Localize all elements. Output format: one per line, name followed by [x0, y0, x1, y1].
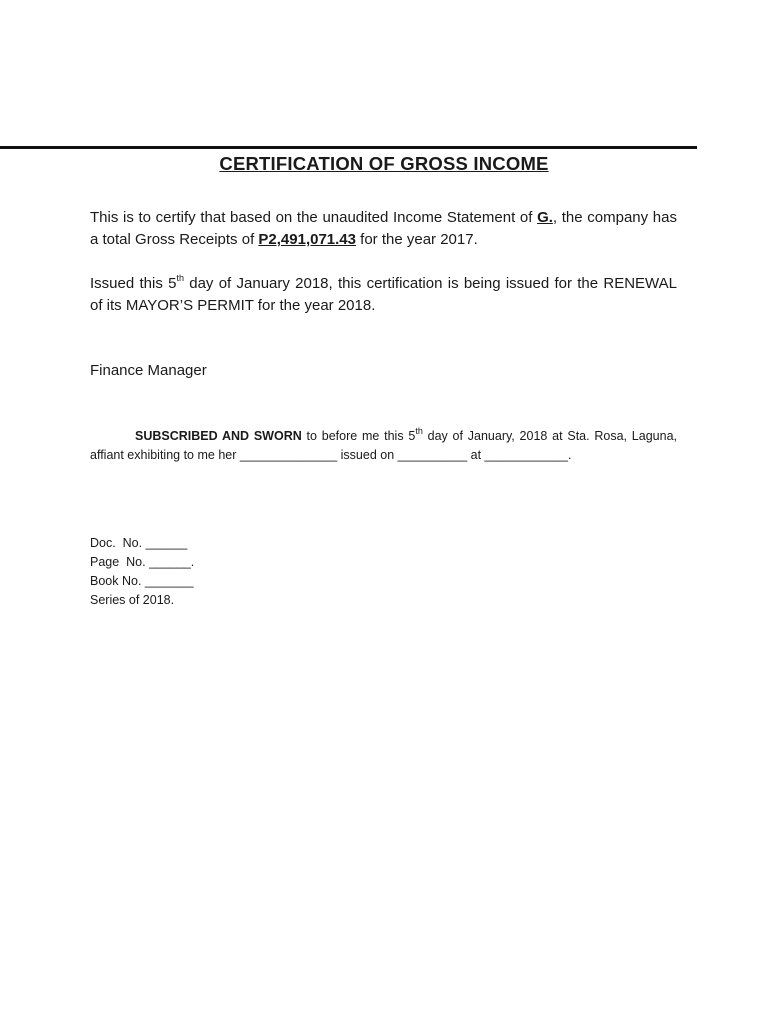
gross-receipts-amount: P2,491,071.43 [258, 231, 356, 248]
signatory-title: Finance Manager [90, 362, 207, 379]
ordinal-suffix: th [415, 425, 423, 436]
paragraph-text: , the company has a total Gross Receipts of [90, 209, 677, 248]
certification-paragraph [90, 207, 677, 251]
paragraph-text: Issued this 5 [90, 275, 177, 292]
issuance-paragraph [90, 273, 677, 317]
page-number: Page No. ______. [90, 555, 195, 569]
company-name: G. [537, 209, 553, 226]
book-number: Book No. _______ [90, 574, 194, 588]
paragraph-text: This is to certify that based on the unaudited Income Statement of [90, 209, 538, 226]
jurat-text: day of January, 2018 at Sta. Rosa, Laguna, affiant exhibiting to me her ______________ issued on __________ at ____________. [90, 429, 677, 462]
series-year: Series of 2018. [90, 593, 175, 607]
notarial-jurat [90, 427, 677, 465]
jurat-text: to before me this 5 [301, 429, 416, 443]
document-title: CERTIFICATION OF GROSS INCOME [219, 153, 549, 174]
paragraph-text: for the year 2017. [356, 231, 478, 248]
notarial-register-info [90, 534, 194, 610]
paragraph-text: day of January 2018, this certification is being issued for the RENEWAL of its MAYOR’S PERMIT for the year 2018. [90, 275, 678, 314]
ordinal-suffix: th [176, 273, 184, 283]
top-horizontal-rule [0, 146, 697, 149]
doc-number: Doc. No. ______ [90, 536, 188, 550]
jurat-heading: SUBSCRIBED AND SWORN [135, 429, 302, 443]
